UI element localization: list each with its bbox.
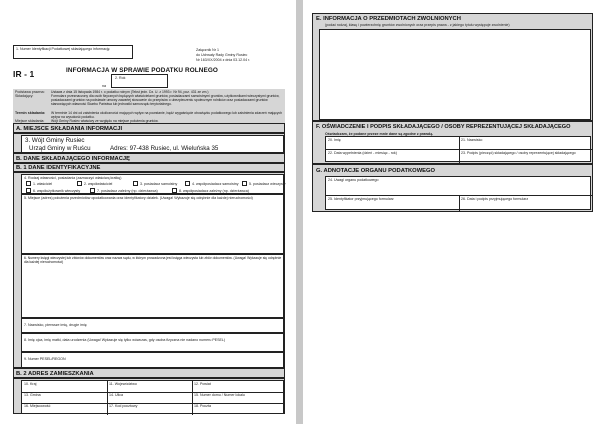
submitter-text: Formularz przeznaczony dla osób fizycznych będących właścicielami gruntów, posiadaczami samoistnymi gruntów, użytkownikami wieczystymi gruntów, posiadaczami gruntów na podstawie umowy zawartej stosownie do przepisów o ubezpieczeniu społecznym rolników oraz posiadaczami gruntów stanowiących własność Skarbu Państwa lub jednostki samorządu terytorialnego. [51,94,280,107]
address-county[interactable]: 12. Powiat [194,382,211,386]
submitter-label: Składający: [15,94,34,98]
address-commune[interactable]: 13. Gmina [24,393,41,397]
signature-field[interactable]: 23. Podpis (pieczęć) składającego / osoby reprezentującej składającego [461,150,576,155]
property-location-field[interactable] [21,194,284,254]
land-register-label: 6. Numery księgi wieczystej lub zbiorów dokumentów oraz nazwa sądu, w którym prowadzona jest księga wieczysta lub zbiór dokumentów. (Uwaga! Wykazuje się odrębnie dla każdej nieruchomości) [24,255,282,264]
section-b2-header [13,368,285,378]
section-b1-title: B. 1 DANE IDENTYFIKACYJNE [16,165,101,171]
pesel-field[interactable] [21,352,284,368]
attachment-line-3: Nr 163/XX/2004 z dnia 03.12.04 r. [196,58,251,62]
ownership-kind-field [21,174,284,194]
section-a-body [13,133,285,153]
address-grid [21,380,284,414]
checkbox-independent-co-holder[interactable] [185,181,190,186]
checkbox-owner[interactable] [26,181,31,186]
ownership-kind-label: 4. Rodzaj własności, posiadania (zaznaczyć właściwą kratkę) [24,175,122,180]
section-a-header [13,123,285,133]
kind-independent-co-holder: 4. współposiadacz samoistny [192,181,239,186]
section-b-header [13,153,285,163]
land-register-field[interactable] [21,254,284,318]
last-name-field[interactable]: 21. Nazwisko [461,138,483,142]
section-b1-body [13,172,285,368]
attachment-line-1: Załącznik Nr 1 [196,48,219,52]
kind-perpetual-holder: 5. posiadacz wieczysty [249,181,286,186]
first-name-field[interactable]: 20. Imię [328,138,341,142]
pesel-label: 9. Numer PESEL/REGON [24,357,66,361]
section-b2-body [13,378,285,414]
property-location-label: 5. Miejsce (adres) położenia przedmiotów opodatkowania oraz identyfikatory działek. (Uwaga! Wykazuje się odrębnie dla każdej nieruchomości) [24,195,253,200]
section-f-title: F. OŚWIADCZENIE I PODPIS SKŁADAJĄCEGO / OSOBY REPREZENTUJĄCEJ SKŁADAJĄCEGO [316,124,571,130]
nip-label: 1. Numer Identyfikacji Podatkowej składającego informację [16,47,110,51]
section-b-title: B. DANE SKŁADAJĄCEGO INFORMACJĘ [16,155,131,162]
kind-owner: 1. właściciel [33,181,53,186]
place-text: Wójt Gminy Rusiec właściwy ze względu na miejsce położenia gruntów. [51,118,159,123]
section-b1-header [13,163,285,172]
legal-info-block [13,89,285,123]
checkbox-perpetual-co-user[interactable] [26,188,31,193]
address-post-office[interactable]: 18. Poczta [194,404,211,408]
section-g-title: G. ADNOTACJE ORGANU PODATKOWEGO [316,167,436,174]
statement-grid [325,136,591,162]
checkbox-dependent-co-holder[interactable] [172,188,177,193]
section-e-title: E. INFORMACJA O PRZEDMIOTACH ZWOLNIONYCH [316,15,461,22]
receiver-id-field[interactable]: 25. Identyfikator przyjmującego formularz [328,197,394,201]
section-e-note: (podać rodzaj, klasę i powierzchnię gruntów zwolnionych oraz przepis prawa - z jakiego tytułu występuje zwolnienie) [325,23,510,27]
office-field [21,135,284,153]
year-label: 2. Rok [115,76,126,80]
kind-independent-holder: 3. posiadacz samoistny [140,181,178,186]
address-street[interactable]: 14. Ulica [109,393,123,397]
full-name-label: 7. Nazwisko, pierwsze imię, drugie imię [24,323,87,327]
form-page-left [0,0,296,424]
checkbox-independent-holder[interactable] [133,181,138,186]
checkbox-co-owner[interactable] [77,181,82,186]
section-g [312,164,593,212]
kind-co-owner: 2. współwłaściciel [84,181,113,186]
exempt-items-field[interactable] [319,29,591,120]
receiver-date-signature-field[interactable]: 26. Data i podpis przyjmującego formularz [461,197,529,201]
address-voivodeship[interactable]: 11. Województwo [109,382,137,386]
section-f-note: Oświadczam, że podane przeze mnie dane są zgodne z prawdą. [325,132,434,136]
deadline-text: W terminie 14 dni od zaistnienia okoliczności mających wpływ na powstanie, bądź wygaśnięcie obowiązku podatkowego lub zaistnienia zdarzeń mających wpływ na wysokość podatku. [51,110,283,119]
section-a-title: A. MIEJSCE SKŁADANIA INFORMACJI [16,125,123,132]
section-e [312,13,593,121]
parents-birthdate-label: 8. Imię ojca, imię matki, data urodzenia (Uwaga! Wykazuje się tylko wówczas, gdy osoba fizyczna nie nadano numeru PESEL) [24,338,226,342]
kind-dependent-co-holder: 8. współposiadacz zależny (np. dzierżawca) [179,188,249,193]
address-house-number[interactable]: 15. Numer domu / Numer lokalu [194,393,245,397]
year-prefix: na [102,84,106,88]
checkbox-perpetual-holder[interactable] [242,181,247,186]
form-title: INFORMACJA W SPRAWIE PODATKU ROLNEGO [66,67,219,74]
checkbox-dependent-holder[interactable] [90,188,95,193]
address-postal-code[interactable]: 17. Kod pocztowy [109,404,138,408]
address-locality[interactable]: 16. Miejscowość [24,404,51,408]
parents-birthdate-field[interactable] [21,333,284,352]
legal-basis-label: Podstawa prawna: [15,90,45,94]
fill-date-field[interactable]: 22. Data wypełnienia (dzień - miesiąc - rok) [328,150,397,155]
official-annotations-grid [325,176,591,210]
form-code: IR - 1 [13,69,35,79]
attachment-line-2: do Uchwały Rady Gminy Rusiec [196,53,248,57]
deadline-label: Termin składania: [15,110,46,115]
kind-dependent-holder: 7. posiadacz zależny (np. dzierżawca) [97,188,158,193]
full-name-field[interactable] [21,318,284,333]
form-page-right [303,0,600,424]
year-field[interactable] [111,74,168,88]
section-f [312,121,593,164]
kind-perpetual-co-user: 6. współużytkownik wieczysty [33,188,81,193]
office-label: 3. Wójt Gminy Rusiec [25,137,85,144]
nip-field[interactable] [13,45,133,59]
office-address: Adres: 97-438 Rusiec, ul. Wieluńska 35 [110,145,219,152]
address-country[interactable]: 10. Kraj [24,382,37,386]
section-b2-title: B. 2 ADRES ZAMIESZKANIA [16,370,94,377]
office-name: Urząd Gminy w Ruścu [29,145,91,152]
place-label: Miejsce składania: [15,118,45,123]
legal-basis-text: Ustawa z dnia 15 listopada 1984 r. o podatku rolnym (Tekst jedn. Dz. U. z 1993 r. Nr 94, poz. 431 ze zm.) [51,90,209,94]
official-remarks-field[interactable]: 24. Uwagi organu podatkowego [328,178,379,182]
